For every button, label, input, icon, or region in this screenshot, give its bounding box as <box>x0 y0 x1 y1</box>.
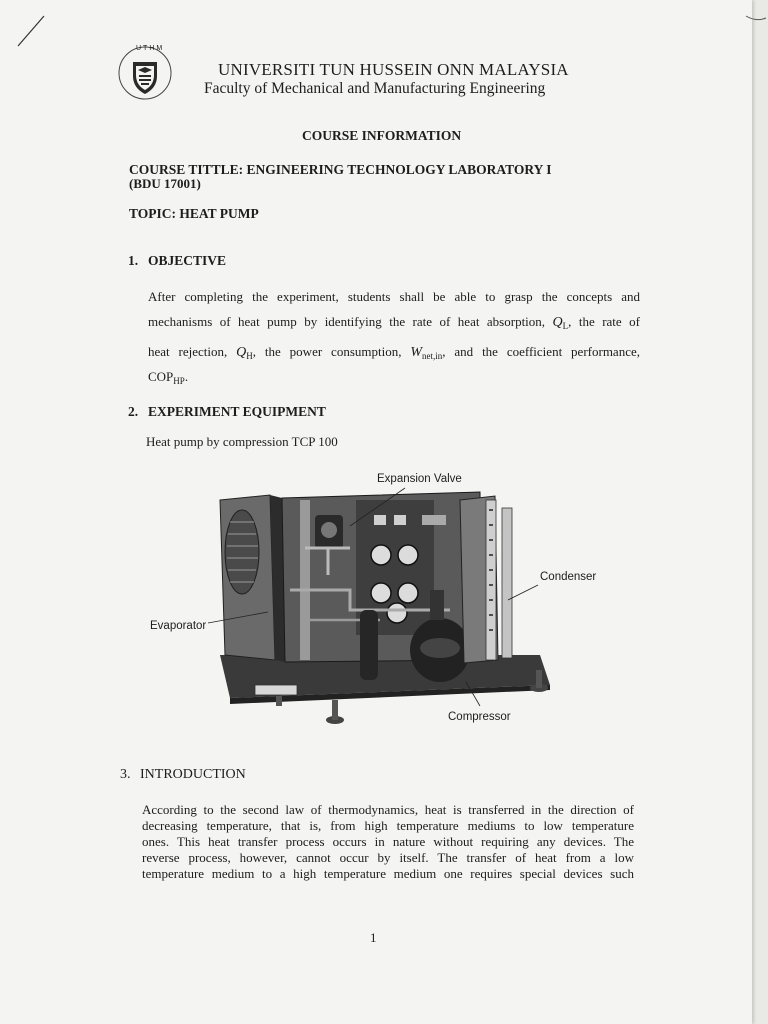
equipment-heading <box>128 404 326 420</box>
university-logo <box>116 44 174 102</box>
introduction-line: decreasing temperature, that is, from high temperature mediums to low temperature <box>142 818 634 833</box>
text-run: . <box>184 369 189 384</box>
objective-heading <box>128 253 226 269</box>
faculty-name: Faculty of Mechanical and Manufacturing Engineering <box>204 80 546 97</box>
text-run: , the power consumption, <box>252 344 402 359</box>
course-title: COURSE TITTLE: ENGINEERING TECHNOLOGY LABORATORY I <box>129 162 552 177</box>
introduction-line: According to the second law of thermodynamics, heat is transferred in the direction of <box>142 802 634 817</box>
page-number: 1 <box>370 930 377 945</box>
heat-absorption-symbol: Q <box>552 315 563 330</box>
text-run: , and the coefficient performance, <box>442 344 640 359</box>
pen-stroke-mark <box>16 14 46 48</box>
subscript-hp: HP <box>173 376 185 386</box>
heat-pump-figure <box>150 470 620 730</box>
section-number: 2. <box>128 404 139 419</box>
section-title: INTRODUCTION <box>140 767 246 782</box>
section-title: EXPERIMENT EQUIPMENT <box>148 404 326 419</box>
introduction-heading <box>120 767 246 783</box>
objective-line-1: After completing the experiment, students shall be able to grasp the concepts and <box>148 289 640 304</box>
equipment-description: Heat pump by compression TCP 100 <box>146 434 338 449</box>
subscript-h: H <box>246 351 253 361</box>
introduction-line: reverse process, however, cannot occur by itself. The transfer of heat from a low <box>142 850 634 865</box>
condenser-label: Condenser <box>540 571 597 583</box>
logo-lettering: UTHM <box>136 45 165 52</box>
text-run: mechanisms of heat pump by identifying the rate of heat absorption, <box>148 314 546 329</box>
introduction-line: ones. This heat transfer process occurs in nature without requiring any devices. The <box>142 834 634 849</box>
heat-rejection-symbol: Q <box>236 345 247 360</box>
heat-pump-illustration <box>150 470 620 730</box>
evaporator-label: Evaporator <box>150 620 207 632</box>
section-number: 3. <box>120 767 131 782</box>
subscript-net-in: net,in <box>422 351 443 361</box>
section-number: 1. <box>128 253 139 268</box>
introduction-line: temperature medium to a high temperature medium one requires special devices such <box>142 866 634 881</box>
subscript-l: L <box>562 321 569 331</box>
course-code: (BDU 17001) <box>129 176 201 191</box>
page-corner-fold <box>744 8 768 28</box>
expansion-valve-label: Expansion Valve <box>377 473 462 485</box>
topic-heading: TOPIC: HEAT PUMP <box>129 206 259 221</box>
text-run: , the rate of <box>568 314 640 329</box>
text-run: COP <box>148 369 174 384</box>
power-symbol: W <box>410 345 423 360</box>
introduction-paragraph <box>142 802 634 882</box>
course-information-heading: COURSE INFORMATION <box>302 128 462 143</box>
section-title: OBJECTIVE <box>148 253 227 268</box>
objective-line-2 <box>148 309 640 339</box>
university-name: UNIVERSITI TUN HUSSEIN ONN MALAYSIA <box>218 60 569 79</box>
objective-line-3 <box>148 339 640 369</box>
compressor-label: Compressor <box>448 711 511 723</box>
objective-paragraph <box>148 284 640 389</box>
text-run: heat rejection, <box>148 344 228 359</box>
objective-line-4 <box>148 369 640 389</box>
